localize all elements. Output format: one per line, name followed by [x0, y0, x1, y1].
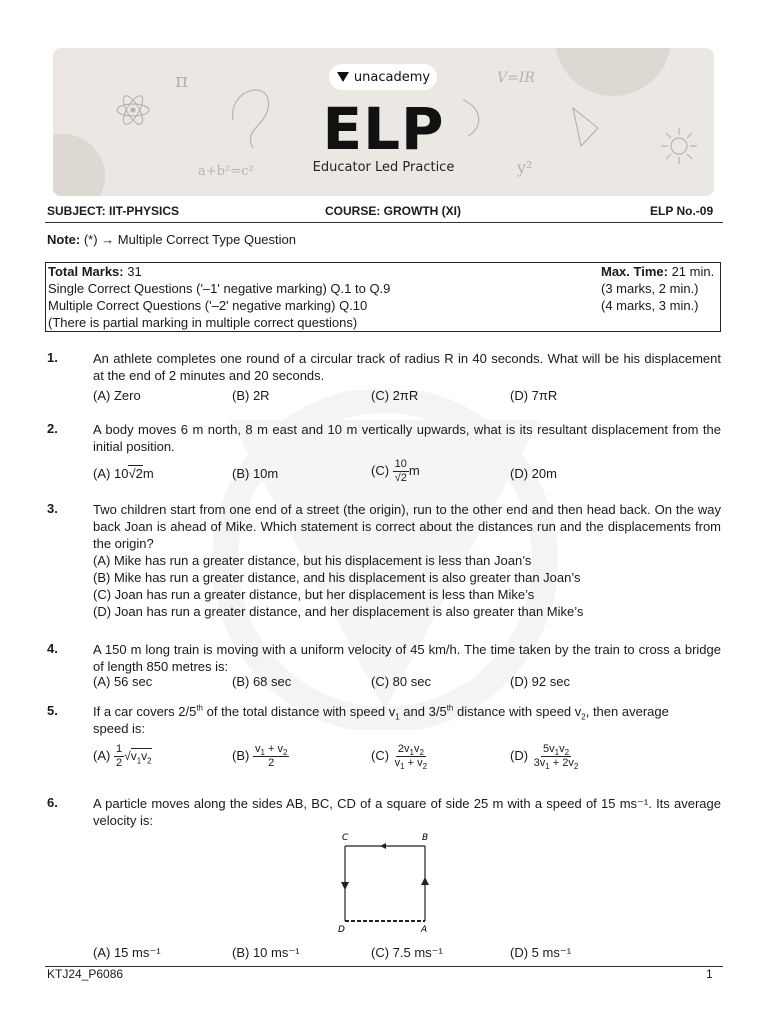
- question-3-option-c: (C) Joan has run a greater distance, but her displacement is less than Mike’s: [93, 587, 535, 602]
- brand-name: unacademy: [353, 69, 431, 85]
- question-5-option-d-label: (D): [510, 747, 529, 763]
- question-6-number: 6.: [47, 795, 58, 810]
- question-5-option-c-label: (C): [371, 747, 390, 763]
- question-1-text: An athlete completes one round of a circular track of radius R in 40 seconds. What will be his displacement at the end of 2 minutes and 20 seconds.: [93, 351, 721, 383]
- question-1-option-a: (A) Zero: [93, 388, 141, 403]
- question-3-text: Two children start from one end of a street (the origin), run to the other end and then head back. On the way back Joan is ahead of Mike. Which statement is correct about the distances run and the displacements from the origin?: [93, 502, 721, 551]
- arrow-down: [341, 882, 349, 890]
- question-5-text-part2: of the total distance with speed v: [203, 704, 396, 719]
- subject-label: SUBJECT: IIT-PHYSICS: [47, 204, 180, 218]
- total-marks: [48, 263, 142, 280]
- question-4-text: A 150 m long train is moving with a uniform velocity of 45 km/h. The time taken by the train to cross a bridge of length 850 metres is:: [93, 642, 721, 674]
- question-1-option-d: (D) 7πR: [510, 388, 558, 403]
- question-4-option-a: (A) 56 sec: [93, 674, 153, 689]
- question-6-text: A particle moves along the sides AB, BC, CD of a square of side 25 m with a speed of 15 ms⁻¹. Its average velocity is:: [93, 796, 721, 828]
- vertex-a: A: [421, 925, 428, 935]
- single-correct-marks: (3 marks, 2 min.): [601, 281, 699, 296]
- question-2-option-a-coef: 10: [113, 466, 129, 481]
- question-4-option-b: (B) 68 sec: [232, 674, 292, 689]
- y-squared-doodle: y²: [517, 158, 533, 177]
- question-5-option-b: (B) $\frac{v_1 + v_2}{2}$: [232, 743, 288, 769]
- question-5-sup1: th: [196, 703, 203, 713]
- arrow-up: [421, 877, 429, 885]
- question-5-sub1: 1: [395, 712, 400, 722]
- question-5-option-b-label: (B): [232, 747, 250, 763]
- question-1-number: 1.: [47, 350, 58, 365]
- note-text: (*) → Multiple Correct Type Question: [80, 232, 297, 247]
- question-5-option-a: (A) $\frac{1}{2}$ $√v_1v_2$: [93, 743, 152, 769]
- total-marks-label: Total Marks:: [48, 264, 124, 279]
- question-2-number: 2.: [47, 421, 58, 436]
- question-5-sup2: th: [446, 703, 454, 713]
- multiple-correct-marks: (4 marks, 3 min.): [601, 298, 699, 313]
- partial-marking-info: (There is partial marking in multiple correct questions): [48, 315, 358, 330]
- question-6-option-d: (D) 5 ms⁻¹: [510, 945, 572, 960]
- question-5-sub2: 2: [581, 712, 586, 722]
- question-3-option-d: (D) Joan has run a greater distance, and her displacement is also greater than Mike’s: [93, 604, 584, 619]
- question-2-option-a-label: (A): [93, 466, 111, 481]
- single-correct-info: Single Correct Questions ('–1' negative marking) Q.1 to Q.9: [48, 281, 391, 296]
- question-5-text-part3: and 3/5: [399, 704, 447, 719]
- marks-box: [45, 262, 721, 332]
- header-banner: [53, 48, 714, 196]
- question-2-option-a-root: 2: [135, 466, 143, 481]
- question-3-number: 3.: [47, 501, 58, 516]
- total-marks-value: 31: [123, 264, 142, 279]
- question-5-text-part5: , then average: [585, 704, 669, 719]
- question-1-option-b: (B) 2R: [232, 388, 270, 403]
- question-2-option-c-numerator: 10: [394, 458, 407, 470]
- question-1-option-c: (C) 2πR: [371, 388, 419, 403]
- arrow-left: [380, 843, 386, 849]
- page-number: 1: [706, 967, 713, 981]
- question-4-option-d: (D) 92 sec: [510, 674, 570, 689]
- note: [47, 232, 296, 247]
- unacademy-logo-icon: [336, 71, 350, 83]
- footer-code: KTJ24_P6086: [47, 967, 124, 981]
- question-2-option-a: (A) 10√2m: [93, 466, 154, 481]
- multiple-correct-info: Multiple Correct Questions ('–2' negative marking) Q.10: [48, 298, 368, 313]
- question-2-option-c: [371, 458, 420, 485]
- question-4-number: 4.: [47, 641, 58, 656]
- elp-number: ELP No.-09: [650, 204, 714, 218]
- note-label: Note:: [47, 232, 81, 247]
- question-6-option-b: (B) 10 ms⁻¹: [232, 945, 300, 960]
- question-5-option-c: (C) $\frac{2v_1v_2}{v_1 + v_2}$: [371, 743, 428, 772]
- question-2-option-c-fraction: $\frac{10}{√2}$: [394, 458, 407, 484]
- question-2-option-c-root: 2: [400, 472, 407, 484]
- page-subtitle: Educator Led Practice: [312, 160, 455, 175]
- max-time-value: 21 min.: [667, 264, 715, 279]
- ohm-law-doodle: V=IR: [497, 70, 535, 86]
- question-5-text-part4: distance with speed v: [453, 704, 582, 719]
- question-3-option-a: (A) Mike has run a greater distance, but his displacement is less than Joan’s: [93, 553, 532, 568]
- footer-divider: [45, 966, 723, 967]
- question-6-option-c: (C) 7.5 ms⁻¹: [371, 945, 443, 960]
- max-time: [601, 263, 714, 280]
- question-2-option-b: (B) 10m: [232, 466, 279, 481]
- header-divider: [45, 222, 723, 223]
- question-5-text-line2: speed is:: [93, 721, 146, 736]
- question-5-text-part1: If a car covers 2/5: [93, 704, 197, 719]
- square-path-diagram: [330, 828, 440, 938]
- unacademy-logo: [329, 64, 437, 90]
- vertex-c: C: [342, 833, 349, 843]
- max-time-label: Max. Time:: [601, 264, 668, 279]
- vertex-b: B: [422, 833, 429, 843]
- question-6-option-a: (A) 15 ms⁻¹: [93, 945, 161, 960]
- question-3-option-b: (B) Mike has run a greater distance, and his displacement is also greater than Joan’s: [93, 570, 581, 585]
- question-2-option-a-unit: m: [142, 466, 154, 481]
- question-5-number: 5.: [47, 703, 58, 718]
- question-2-option-d: (D) 20m: [510, 466, 557, 481]
- question-5-option-a-label: (A): [93, 747, 111, 763]
- course-label: COURSE: GROWTH (XI): [325, 204, 461, 218]
- page-title: ELP: [322, 95, 445, 163]
- question-4-option-c: (C) 80 sec: [371, 674, 431, 689]
- question-2-text: A body moves 6 m north, 8 m east and 10 m vertically upwards, what is its resultant displacement from the initial position.: [93, 422, 721, 454]
- pi-doodle: π: [175, 68, 189, 92]
- question-5-text: [93, 703, 669, 720]
- question-2-option-c-label: (C): [371, 462, 390, 478]
- question-5-option-d: (D) $\frac{5v_1v_2}{3v_1 + 2v_2}$: [510, 743, 579, 772]
- question-2-option-c-unit: m: [408, 462, 420, 478]
- vertex-d: D: [338, 925, 345, 935]
- pythagoras-doodle: a+b²=c²: [198, 164, 254, 179]
